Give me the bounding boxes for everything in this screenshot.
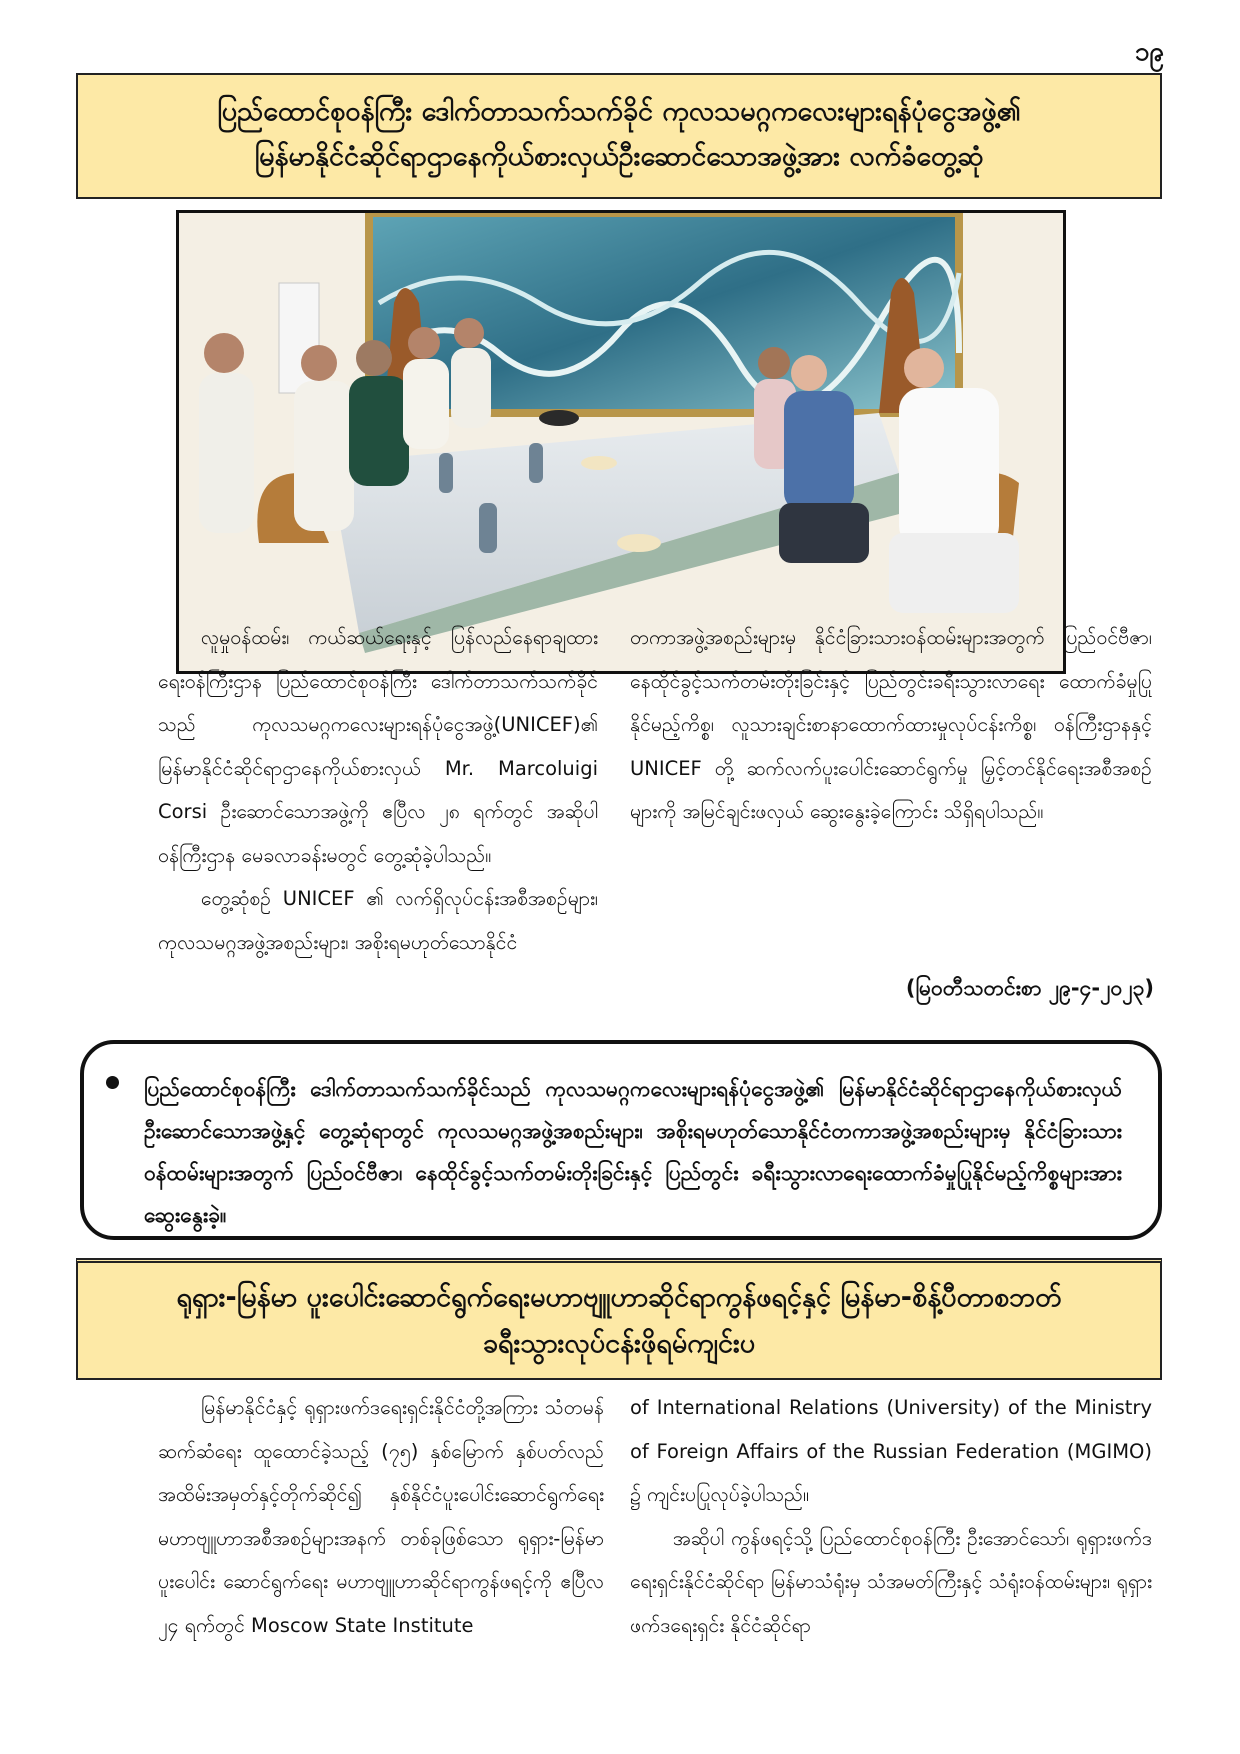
article1-paragraph-2: တွေ့ဆုံစဉ် UNICEF ၏ လက်ရှိလုပ်ငန်းအစီအစဉ်များ၊ ကုလသမဂ္ဂအဖွဲ့အစည်းများ၊ အစိုးရမဟုတ်သောနိုင်ငံ — [158, 887, 598, 954]
article1-paragraph-1: လူမှုဝန်ထမ်း၊ ကယ်ဆယ်ရေးနှင့် ပြန်လည်နေရာချထားရေးဝန်ကြီးဌာန ပြည်ထောင်စုဝန်ကြီး ဒေါက်တာသက်သက်ခိုင်သည် ကုလသမဂ္ဂကလေးများရန်ပုံငွေအဖွဲ့(UNICEF)၏ မြန်မာနိုင်ငံဆိုင်ရာဌာနေကိုယ်စားလှယ် Mr. Marcoluigi Corsi ဦးဆောင်သောအဖွဲ့ကို ဧပြီလ ၂၈ ရက်တွင် အဆိုပါ ဝန်ကြီးဌာန မေခလာခန်းမတွင် တွေ့ဆုံခဲ့ပါသည်။ — [158, 626, 598, 867]
article2-headline-line-2: ခရီးသွားလုပ်ငန်းဖိုရမ်ကျင်းပ — [482, 1328, 756, 1359]
article2-paragraph-3: အဆိုပါ ကွန်ဖရင့်သို့ ပြည်ထောင်စုဝန်ကြီး ဦးအောင်သော်၊ ရုရှားဖက်ဒရေးရှင်းနိုင်ငံဆိုင်ရာ မြန်မာသံရုံးမှ သံအမတ်ကြီးနှင့် သံရုံးဝန်ထမ်းများ၊ ရုရှားဖက်ဒရေးရှင်း နိုင်ငံဆိုင်ရာ — [630, 1526, 1152, 1637]
article1-headline — [76, 73, 1162, 199]
summary-text: ပြည်ထောင်စုဝန်ကြီး ဒေါက်တာသက်သက်ခိုင်သည် ကုလသမဂ္ဂကလေးများရန်ပုံငွေအဖွဲ့၏ မြန်မာနိုင်ငံဆိုင်ရာဌာနေကိုယ်စားလှယ်ဦးဆောင်သောအဖွဲ့နှင့် တွေ့ဆုံရာတွင် ကုလသမဂ္ဂအဖွဲ့အစည်းများ၊ အစိုးရမဟုတ်သောနိုင်ငံတကာအဖွဲ့အစည်းများမှ နိုင်ငံခြားသားဝန်ထမ်းများအတွက် ပြည်ဝင်ဗီဇာ၊ နေထိုင်ခွင့်သက်တမ်းတိုးခြင်းနှင့် ပြည်တွင်း ခရီးသွားလာရေးထောက်ခံမှုပြုနိုင်မည့်ကိစ္စများအား ဆွေးနွေးခဲ့။ — [144, 1077, 1122, 1227]
article2-paragraph-1: မြန်မာနိုင်ငံနှင့် ရုရှားဖက်ဒရေးရှင်းနိုင်ငံတို့အကြား သံတမန်ဆက်ဆံရေး ထူထောင်ခဲ့သည့် (၇၅) နှစ်မြောက် နှစ်ပတ်လည်အထိမ်းအမှတ်နှင့်တိုက်ဆိုင်၍ နှစ်နိုင်ငံပူးပေါင်းဆောင်ရွက်ရေး မဟာဗျူဟာအစီအစဉ်များအနက် တစ်ခုဖြစ်သော ရုရှား-မြန်မာပူးပေါင်း ဆောင်ရွက်ရေး မဟာဗျူဟာဆိုင်ရာကွန်ဖရင့်ကို ဧပြီလ ၂၄ ရက်တွင် Moscow State Institute — [158, 1396, 604, 1637]
article2-paragraph-2: of International Relations (University) of the Ministry of Foreign Affairs of the Russian Federation (MGIMO) ၌ ကျင်းပပြုလုပ်ခဲ့ပါသည်။ — [630, 1396, 1152, 1506]
article2-left-column — [158, 1386, 604, 1647]
article1-headline-line-2: မြန်မာနိုင်ငံဆိုင်ရာဌာနေကိုယ်စားလှယ်ဦးဆောင်သောအဖွဲ့အား လက်ခံတွေ့ဆုံ — [254, 141, 984, 172]
article1-left-column — [158, 616, 598, 964]
article1-source: (မြဝတီသတင်းစာ ၂၉-၄-၂၀၂၃) — [905, 976, 1154, 1000]
bullet-icon — [106, 1076, 119, 1089]
article1-headline-line-1: ပြည်ထောင်စုဝန်ကြီး ဒေါက်တာသက်သက်ခိုင် ကုလသမဂ္ဂကလေးများရန်ပုံငွေအဖွဲ့၏ — [217, 96, 1021, 127]
article2-right-column — [630, 1386, 1152, 1647]
summary-box — [80, 1040, 1162, 1240]
article2-headline-line-1: ရုရှား-မြန်မာ ပူးပေါင်းဆောင်ရွက်ရေးမဟာဗျူဟာဆိုင်ရာကွန်ဖရင့်နှင့် မြန်မာ-စိန့်ပီတာစဘတ် — [176, 1282, 1062, 1313]
article1-right-column — [630, 616, 1152, 834]
meeting-photo — [176, 210, 1066, 674]
page-number: ၁၉ — [1134, 37, 1164, 67]
article2-headline — [76, 1258, 1162, 1380]
article1-paragraph-3: တကာအဖွဲ့အစည်းများမှ နိုင်ငံခြားသားဝန်ထမ်းများအတွက် ပြည်ဝင်ဗီဇာ၊ နေထိုင်ခွင့်သက်တမ်းတိုးခြင်းနှင့် ပြည်တွင်းခရီးသွားလာရေး ထောက်ခံမှုပြုနိုင်မည့်ကိစ္စ၊ လူသားချင်းစာနာထောက်ထားမှုလုပ်ငန်းကိစ္စ၊ ဝန်ကြီးဌာနနှင့် UNICEF တို့ ဆက်လက်ပူးပေါင်းဆောင်ရွက်မှု မြှင့်တင်နိုင်ရေးအစီအစဉ်များကို အမြင်ချင်းဖလှယ် ဆွေးနွေးခဲ့ကြောင်း သိရှိရပါသည်။ — [630, 626, 1152, 823]
meeting-photo-illustration — [179, 213, 1063, 671]
